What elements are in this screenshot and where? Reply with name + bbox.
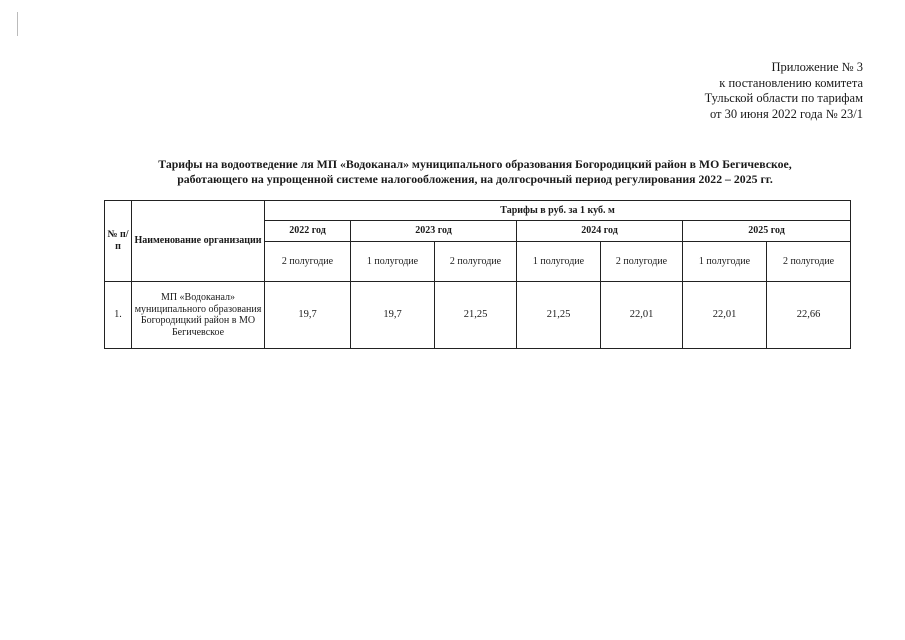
org-name: МП «Водоканал» муниципального образования Богородицкий район в МО Бегичевское [132,282,265,349]
year-header-2025: 2025 год [683,221,851,242]
tariff-value: 22,01 [683,282,767,349]
tariff-value: 19,7 [265,282,351,349]
half-header: 2 полугодие [265,242,351,282]
title-line: работающего на упрощенной системе налогообложения, на долгосрочный период регулирования 2022 – 2025 гг. [177,172,773,186]
half-header: 2 полугодие [767,242,851,282]
appendix-line: Тульской области по тарифам [704,91,863,105]
col-header-org: Наименование организации [132,201,265,282]
col-header-tariffs: Тарифы в руб. за 1 куб. м [265,201,851,221]
year-header-2024: 2024 год [517,221,683,242]
document-title [100,157,850,187]
year-header-2023: 2023 год [351,221,517,242]
half-header: 1 полугодие [351,242,435,282]
tariffs-table [104,200,851,349]
half-header: 1 полугодие [683,242,767,282]
tariff-value: 21,25 [517,282,601,349]
row-number: 1. [105,282,132,349]
table-row [105,282,851,349]
tariff-value: 22,66 [767,282,851,349]
appendix-line: к постановлению комитета [719,75,863,90]
appendix-line: от 30 июня 2022 года № 23/1 [709,106,863,121]
tariff-value: 19,7 [351,282,435,349]
appendix-header [705,60,863,122]
half-header: 2 полугодие [601,242,683,282]
title-line: Тарифы на водоотведение ля МП «Водоканал» муниципального образования Богородицкий район в МО Бегичевское, [158,157,792,171]
col-header-num: № п/п [105,201,132,282]
tariff-value: 22,01 [601,282,683,349]
year-header-2022: 2022 год [265,221,351,242]
half-header: 2 полугодие [435,242,517,282]
tariff-value: 21,25 [435,282,517,349]
half-header: 1 полугодие [517,242,601,282]
scan-artifact-mark [17,12,19,36]
header-row-1 [105,201,851,221]
appendix-line: Приложение № 3 [771,60,863,74]
